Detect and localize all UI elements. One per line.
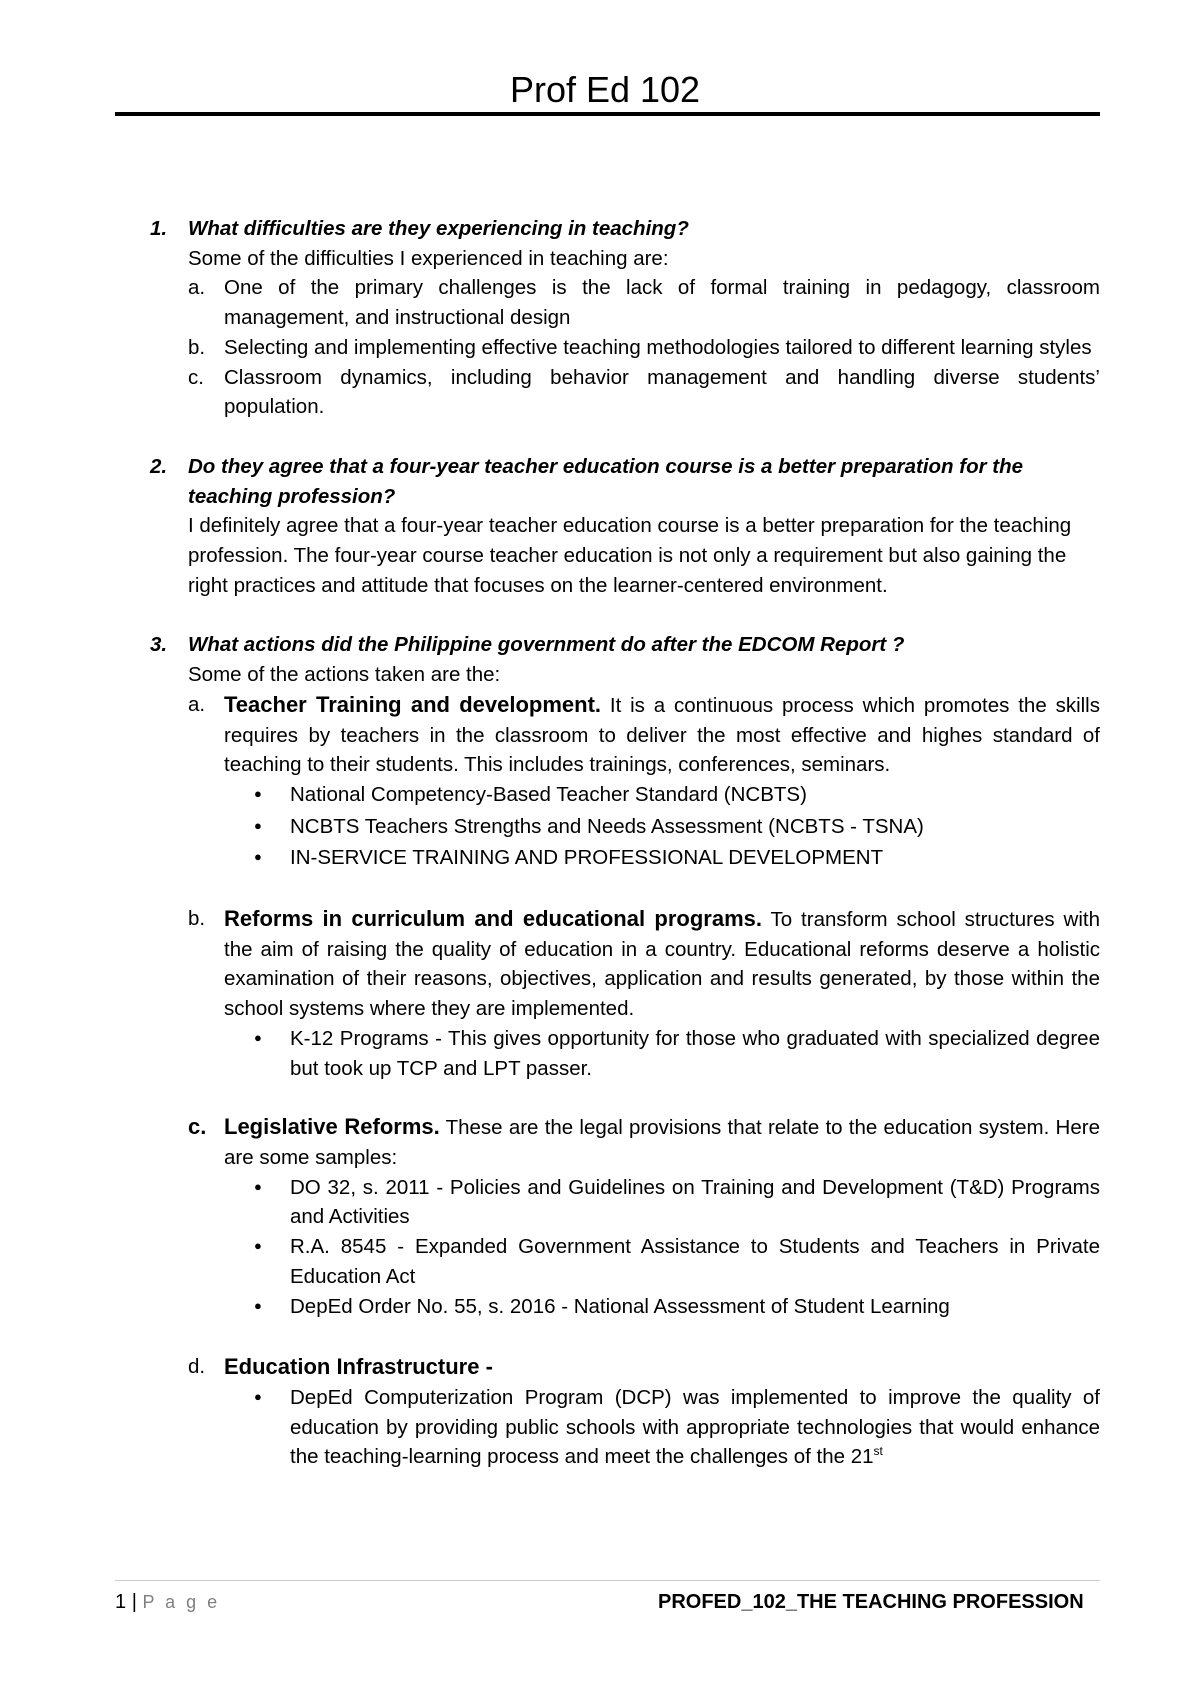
header-divider bbox=[115, 112, 1100, 116]
question-number: 1. bbox=[150, 217, 168, 240]
bullet-icon bbox=[224, 1232, 290, 1291]
footer-course-title: PROFED_102_THE TEACHING PROFESSION bbox=[658, 1591, 1084, 1613]
list-item: a. One of the primary challenges is the lack of formal training in pedagogy, classroom management, and instructional design bbox=[188, 276, 1100, 330]
question-text: What difficulties are they experiencing in teaching? bbox=[188, 217, 689, 240]
bullet-icon bbox=[224, 1383, 290, 1472]
action-education-infrastructure: d. Education Infrastructure - ● DepEd Computerization Program (DCP) was implemented to improve the quality of education by providing public schools with appropriate technologies that would enhance the teaching-learning process and meet the challenges of the 21st bbox=[188, 1352, 1100, 1472]
section-heading: Reforms in curriculum and educational programs. bbox=[224, 906, 762, 932]
page-number: 1 | P a g e bbox=[115, 1591, 221, 1613]
answer-intro: Some of the difficulties I experienced in teaching are: bbox=[188, 246, 669, 270]
bullet-list bbox=[224, 780, 1100, 875]
bullet-item: ● R.A. 8545 - Expanded Government Assistance to Students and Teachers in Private Education Act bbox=[224, 1232, 1100, 1291]
bullet-icon bbox=[224, 812, 290, 844]
question-number: 3. bbox=[150, 633, 168, 657]
section-heading: Education Infrastructure - bbox=[224, 1354, 493, 1380]
question-number: 2. bbox=[150, 454, 168, 478]
bullet-item: ● NCBTS Teachers Strengths and Needs Assessment (NCBTS - TSNA) bbox=[224, 812, 1100, 844]
answer-intro: Some of the actions taken are the: bbox=[188, 663, 501, 687]
question-1 bbox=[150, 214, 1100, 422]
bullet-item: ● DO 32, s. 2011 - Policies and Guidelines on Training and Development (T&D) Programs and Activities bbox=[224, 1173, 1100, 1232]
bullet-icon bbox=[224, 1292, 290, 1324]
bullet-item: ● DepEd Order No. 55, s. 2016 - National Assessment of Student Learning bbox=[224, 1292, 1100, 1324]
section-text: To transform school structures with the aim of raising the quality of education in a country. Educational reforms deserve a holistic examination of their reasons, objectives, application and results generated, by those within the school systems where they are implemented. bbox=[224, 908, 1101, 1021]
bullet-item: ● K-12 Programs - This gives opportunity for those who graduated with specialized degree but took up TCP and LPT passer. bbox=[224, 1024, 1100, 1083]
bullet-icon bbox=[224, 843, 290, 875]
action-legislative-reforms: c. Legislative Reforms. These are the legal provisions that relate to the education system. Here are some samples: ● DO 32, s. 2011 - Policies and Guidelines on Training and Development (T&D) Programs and Activities ● R.A. 8545 - Expanded Government Assistance to Students and Teachers in Private Education Act ● DepEd Order No. 55, s. 2016 - National Assessment of Student Learning bbox=[188, 1112, 1100, 1323]
section-heading: Teacher Training and development. bbox=[224, 691, 602, 717]
bullet-item: ● IN-SERVICE TRAINING AND PROFESSIONAL DEVELOPMENT bbox=[224, 843, 1100, 875]
bullet-item: ● National Competency-Based Teacher Standard (NCBTS) bbox=[224, 780, 1100, 812]
bullet-list bbox=[224, 1383, 1100, 1472]
bullet-list bbox=[224, 1024, 1100, 1083]
question-2 bbox=[150, 452, 1100, 601]
bullet-icon bbox=[224, 780, 290, 812]
list-item: b. Selecting and implementing effective teaching methodologies tailored to different learning styles bbox=[188, 335, 1092, 359]
answer-text: I definitely agree that a four-year teacher education course is a better preparation for the teaching profession. The four-year course teacher education is not only a requirement but also gaining the right practices and attitude that focuses on the learner-centered environment. bbox=[188, 514, 1072, 597]
bullet-list bbox=[224, 1173, 1100, 1324]
bullet-icon bbox=[224, 1024, 290, 1083]
page-title: Prof Ed 102 bbox=[509, 69, 701, 110]
section-heading: Legislative Reforms. bbox=[224, 1114, 440, 1140]
footer-divider bbox=[115, 1580, 1100, 1581]
question-text: What actions did the Philippine government do after the EDCOM Report ? bbox=[188, 633, 905, 657]
section-text: It is a continuous process which promotes the skills requires by teachers in the classroom to deliver the most effective and highes standard of teaching to their students. This includes trainings, conferences, seminars. bbox=[224, 693, 1100, 777]
bullet-item: ● DepEd Computerization Program (DCP) was implemented to improve the quality of education by providing public schools with appropriate technologies that would enhance the teaching-learning process and meet the challenges of the 21st bbox=[224, 1383, 1100, 1472]
action-teacher-training: a. Teacher Training and development. It is a continuous process which promotes the skills requires by teachers in the classroom to deliver the most effective and highes standard of teaching to their students. This includes trainings, conferences, seminars. ● National Competency-Based Teacher Standard (NCBTS) ● NCBTS Teachers Strengths and Needs Assessment (NCBTS - TSNA) ● IN-SERVICE TRAINING AND PROFESSIONAL DEVELOPMENT bbox=[188, 690, 1100, 875]
document-body bbox=[150, 214, 1100, 1472]
question-3 bbox=[150, 630, 1100, 1472]
bullet-icon bbox=[224, 1173, 290, 1232]
section-text: These are the legal provisions that relate to the education system. Here are some samples: bbox=[224, 1116, 1100, 1169]
list-item: c. Classroom dynamics, including behavior management and handling diverse students’ population. bbox=[188, 365, 1100, 419]
question-text: Do they agree that a four-year teacher education course is a better preparation for the teaching profession? bbox=[188, 454, 1024, 508]
action-curriculum-reforms: b. Reforms in curriculum and educational programs. To transform school structures with the aim of raising the quality of education in a country. Educational reforms deserve a holistic examination of their reasons, objectives, application and results generated, by those within the school systems where they are implemented. ● K-12 Programs - This gives opportunity for those who graduated with specialized degree but took up TCP and LPT passer. bbox=[188, 904, 1100, 1083]
